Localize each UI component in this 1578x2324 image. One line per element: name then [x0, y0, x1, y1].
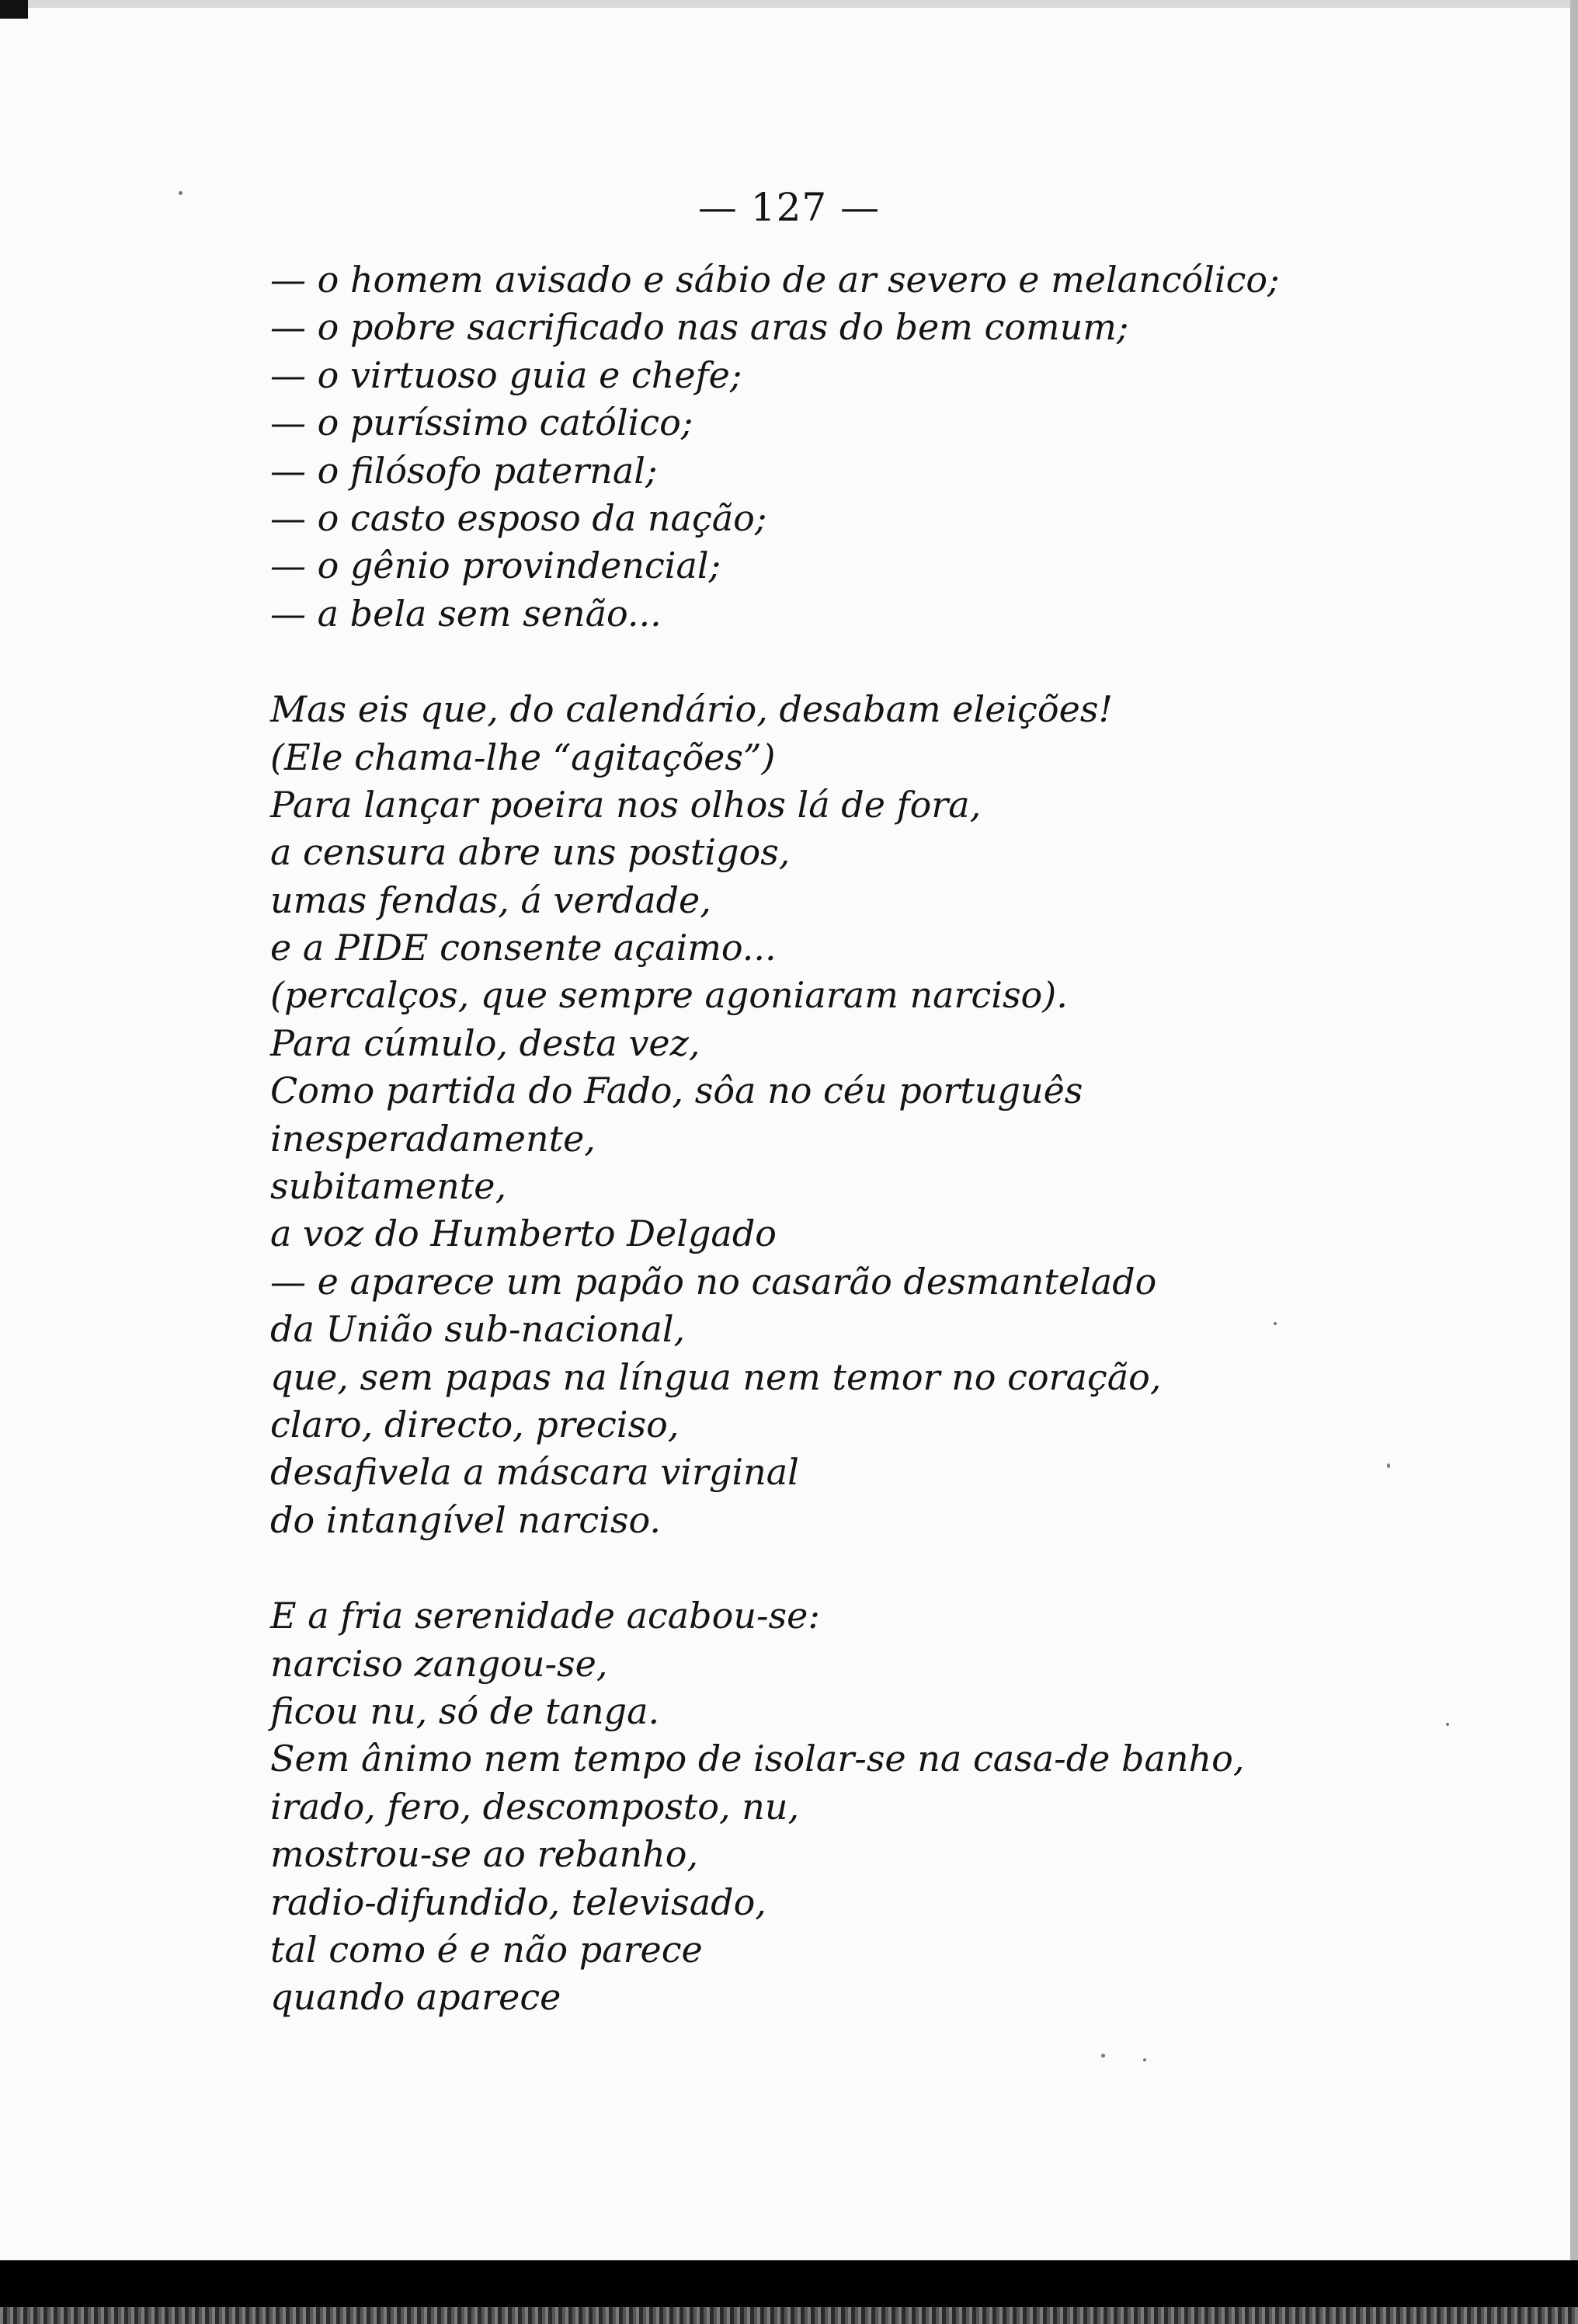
poem-line: — o homem avisado e sábio de ar severo e melancólico;	[270, 259, 1280, 301]
page-top-edge	[0, 0, 1578, 8]
scan-speck	[1143, 2058, 1146, 2061]
poem-line: — a bela sem senão...	[270, 592, 662, 635]
poem-line: Como partida do Fado, sôa no céu português	[270, 1070, 1083, 1112]
poem-line: Sem ânimo nem tempo de isolar-se na casa-de banho,	[270, 1738, 1245, 1780]
poem-line: E a fria serenidade acabou-se:	[270, 1595, 820, 1637]
poem-body	[270, 256, 1482, 2022]
poem-line: do intangível narciso.	[270, 1498, 661, 1541]
poem-line: — o gênio provindencial;	[270, 544, 721, 587]
stanza-gap	[270, 638, 1482, 686]
poem-line: ficou nu, só de tanga.	[270, 1689, 660, 1732]
poem-line: subitamente,	[270, 1165, 507, 1208]
stanza-gap	[270, 1544, 1482, 1592]
poem-line: irado, fero, descomposto, nu,	[270, 1785, 800, 1828]
poem-line: que, sem papas na língua nem temor no coração,	[270, 1355, 1162, 1398]
poem-line: (percalços, que sempre agoniaram narciso).	[270, 974, 1068, 1017]
poem-line: da União sub-nacional,	[270, 1308, 686, 1351]
poem-line: Para cúmulo, desta vez,	[270, 1021, 700, 1064]
poem-line: — o virtuoso guia e chefe;	[270, 353, 742, 396]
poem-line: inesperadamente,	[270, 1117, 596, 1160]
scan-bottom-grain	[0, 2307, 1578, 2324]
poem-line: narciso zangou-se,	[270, 1642, 608, 1685]
poem-line: — e aparece um papão no casarão desmantelado	[270, 1260, 1157, 1303]
poem-line: mostrou-se ao rebanho,	[270, 1833, 699, 1876]
poem-line: tal como é e não parece	[270, 1928, 703, 1971]
poem-line: a censura abre uns postigos,	[270, 831, 791, 874]
poem-line: umas fendas, á verdade,	[270, 878, 711, 921]
scan-speck	[1101, 2054, 1105, 2058]
stanza-2	[270, 686, 1482, 1544]
poem-line: a voz do Humberto Delgado	[270, 1212, 777, 1255]
poem-line: Mas eis que, do calendário, desabam eleições!	[270, 688, 1113, 731]
poem-line: radio-difundido, televisado,	[270, 1880, 766, 1923]
page-right-edge	[1570, 0, 1578, 2324]
poem-line: — o puríssimo católico;	[270, 402, 693, 444]
poem-line: — o casto esposo da nação;	[270, 496, 767, 539]
poem-line: e a PIDE consente açaimo...	[270, 927, 777, 969]
poem-line: — o filósofo paternal;	[270, 449, 658, 492]
poem-line: Para lançar poeira nos olhos lá de fora,	[270, 783, 982, 826]
poem-line: desafivela a máscara virginal	[270, 1451, 799, 1494]
poem-line: (Ele chama-lhe “agitações”)	[270, 736, 776, 778]
stanza-1	[270, 256, 1482, 638]
poem-line: quando aparece	[270, 1976, 561, 2019]
page-corner-shadow	[0, 0, 28, 19]
poem-line: — o pobre sacrificado nas aras do bem comum;	[270, 306, 1129, 349]
page-number: — 127 —	[697, 185, 881, 230]
poem-line: claro, directo, preciso,	[270, 1403, 680, 1446]
stanza-3	[270, 1592, 1482, 2022]
